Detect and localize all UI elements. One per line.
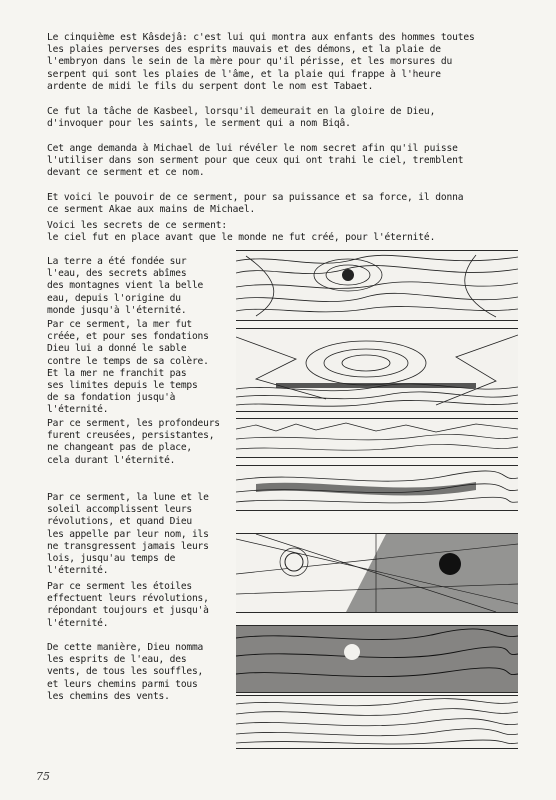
side-text-etoiles: Par ce serment les étoiles effectuent leurs révolutions, répondant toujours et jusqu'à l'éternité. <box>47 581 209 629</box>
illustration-earth-water <box>236 250 518 321</box>
sketch-stars <box>236 626 518 692</box>
paragraph-michael: Cet ange demanda à Michael de lui révéler le nom secret afin qu'il puisse l'utiliser dans son serment pour que ceux qui ont trahi le ciel, tremblent devant ce serment et ce nom. <box>47 143 464 179</box>
sketch-sea <box>236 329 518 411</box>
illustration-sea <box>236 328 518 412</box>
side-text-mer: Par ce serment, la mer fut créée, et pour ses fondations Dieu lui a donné le sable contre le temps de sa colère. Et la mer ne franchit pas ses limites depuis le temps de sa fondation jusqu'à l'éternité. <box>47 319 209 416</box>
side-text-profondeurs: Par ce serment, les profondeurs furent creusées, persistantes, ne changeant pas de place, cela durant l'éternité. <box>47 418 220 466</box>
star-icon <box>344 644 360 660</box>
illustration-sun-moon <box>236 533 518 613</box>
side-text-vents: De cette manière, Dieu nomma les esprits de l'eau, des vents, de tous les souffles, et leurs chemins parmi tous les chemins des vents. <box>47 642 204 702</box>
sketch-depths <box>236 419 518 457</box>
paragraph-kasdeja: Le cinquième est Kâsdejâ: c'est lui qui montra aux enfants des hommes toutes les plaies perverses des esprits mauvais et des démons, et la plaie de l'embryon dans le sein de la mère pour qu'il périsse, et les morsures du serpent qui sont les plaies de l'âme, et la plaie qui frappe à l'heure ardente de midi le fils du serpent dont le nom est Tabaet. <box>47 32 475 92</box>
moon-icon <box>439 553 461 575</box>
side-text-terre: La terre a été fondée sur l'eau, des secrets abîmes des montagnes vient la belle eau, depuis l'origine du monde jusqu'à l'éternité. <box>47 256 204 316</box>
sketch-rock-layers <box>236 466 518 510</box>
sketch-sun-moon <box>236 534 518 612</box>
paragraph-serment-akae: Et voici le pouvoir de ce serment, pour sa puissance et sa force, il donna ce serment Akae aux mains de Michael. <box>47 192 464 216</box>
paragraph-secrets: Voici les secrets de ce serment: le ciel fut en place avant que le monde ne fut créé, pour l'éternité. <box>47 220 436 244</box>
illustration-rock-layers <box>236 465 518 511</box>
page-number: 75 <box>36 770 50 783</box>
illustration-winds <box>236 695 518 749</box>
illustration-depths <box>236 418 518 458</box>
illustration-stars <box>236 625 518 693</box>
sketch-earth-water <box>236 251 518 320</box>
sketch-winds <box>236 696 518 748</box>
paragraph-kasbeel: Ce fut la tâche de Kasbeel, lorsqu'il demeurait en la gloire de Dieu, d'invoquer pour les saints, le serment qui a nom Biqâ. <box>47 106 436 130</box>
dark-orb-icon <box>342 269 354 281</box>
side-text-lune-soleil: Par ce serment, la lune et le soleil accomplissent leurs révolutions, et quand Dieu les appelle par leur nom, ils ne transgressent jamais leurs lois, jusqu'au temps de l'éternité. <box>47 492 209 577</box>
sun-icon <box>285 553 303 571</box>
